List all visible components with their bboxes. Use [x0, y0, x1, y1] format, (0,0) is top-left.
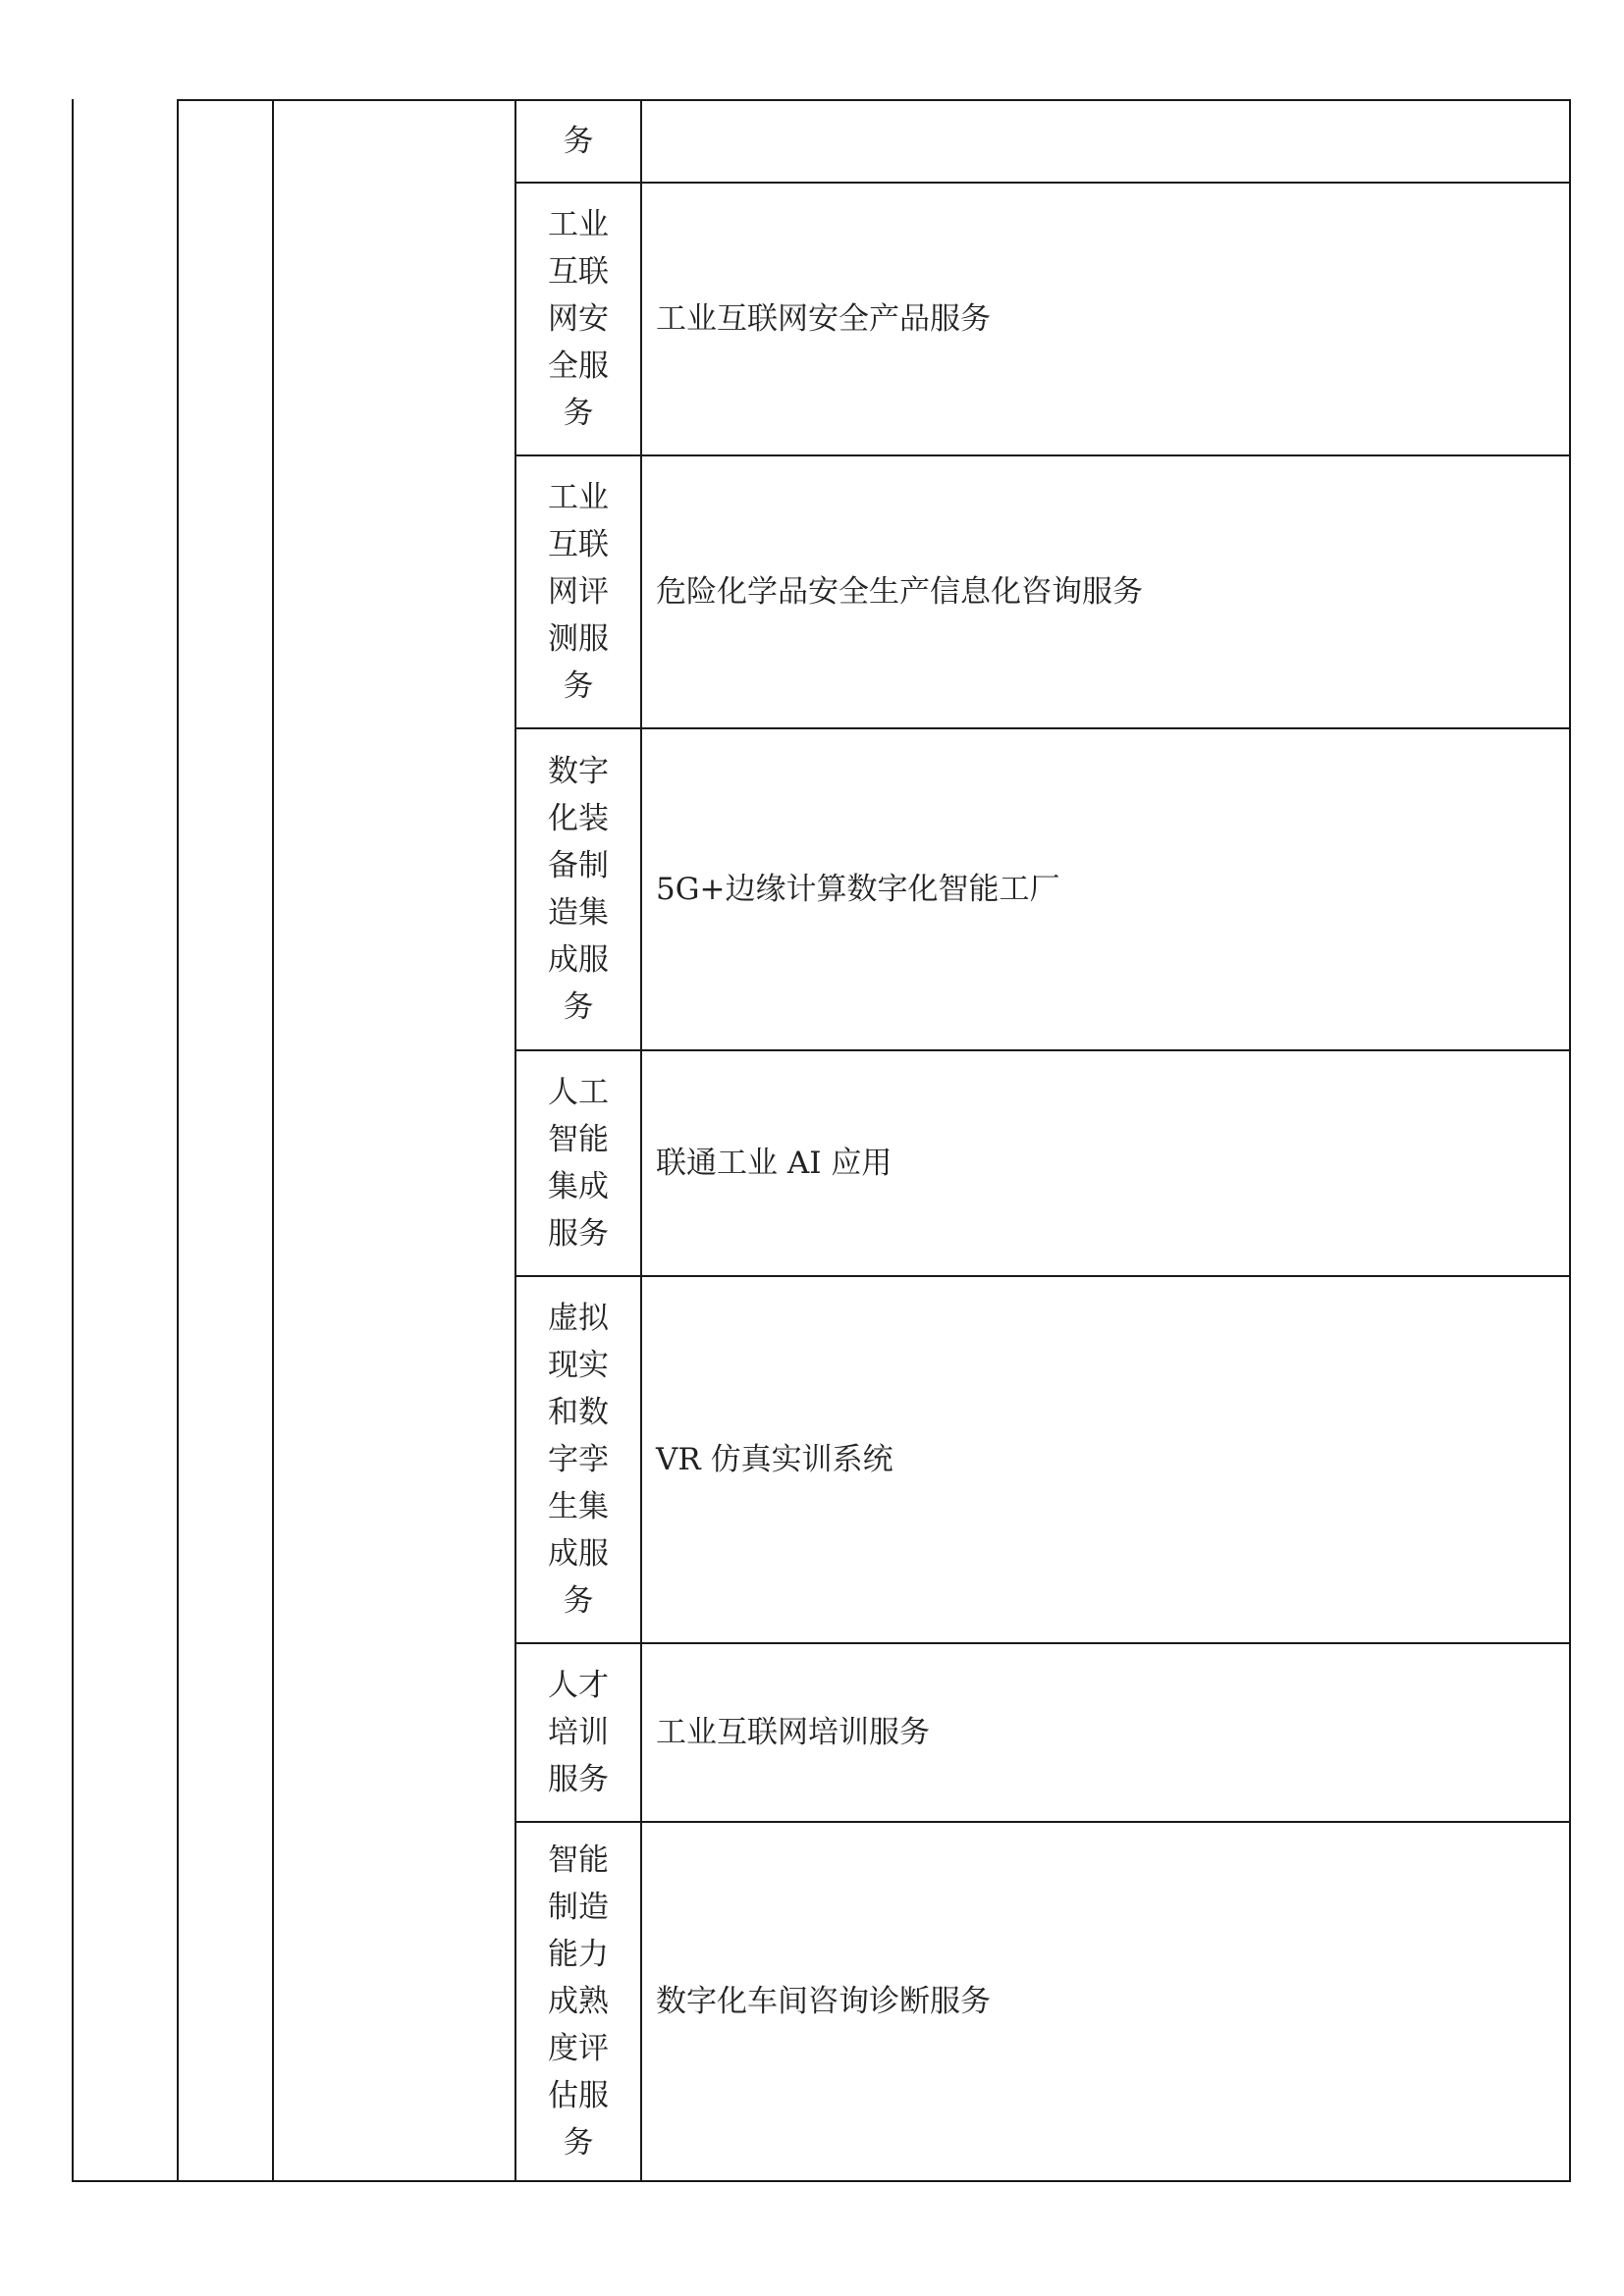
service-description: 工业互联网安全产品服务	[656, 301, 991, 337]
table-row	[642, 1051, 1569, 1275]
table-row	[516, 1277, 640, 1642]
table-border-right	[1569, 99, 1571, 2182]
table-row	[642, 729, 1569, 1049]
table-row	[642, 101, 1569, 182]
service-category: 务	[563, 124, 594, 159]
table-row	[642, 184, 1569, 454]
table-row	[642, 1644, 1569, 1821]
service-description: VR 仿真实训系统	[656, 1442, 893, 1477]
table-row	[642, 1277, 1569, 1642]
table-row	[516, 101, 640, 182]
service-description: 危险化学品安全生产信息化咨询服务	[656, 574, 1143, 610]
table-border-bottom	[72, 2180, 1571, 2182]
table-row	[516, 456, 640, 727]
service-description: 5G+边缘计算数字化智能工厂	[656, 872, 1060, 907]
table-border-left	[72, 99, 74, 2182]
column-divider-2	[272, 99, 274, 2182]
table-row	[516, 1644, 640, 1821]
service-description: 联通工业 AI 应用	[656, 1146, 893, 1181]
service-category: 工业互联网评测服务	[548, 480, 609, 704]
table-row	[642, 1823, 1569, 2180]
service-category: 人才培训服务	[548, 1668, 609, 1797]
service-category: 智能制造能力成熟度评估服务	[548, 1842, 609, 2161]
service-category: 工业互联网安全服务	[548, 207, 609, 431]
service-category: 人工智能集成服务	[548, 1075, 609, 1252]
table-row	[516, 1823, 640, 2180]
service-description: 数字化车间咨询诊断服务	[656, 1984, 991, 2019]
service-description: 工业互联网培训服务	[656, 1715, 930, 1750]
table-row	[516, 1051, 640, 1275]
table-row	[516, 729, 640, 1049]
column-divider-1	[177, 99, 179, 2182]
service-category: 虚拟现实和数字孪生集成服务	[548, 1301, 609, 1619]
service-category: 数字化装备制造集成服务	[548, 754, 609, 1025]
table-row	[642, 456, 1569, 727]
table-row	[516, 184, 640, 454]
